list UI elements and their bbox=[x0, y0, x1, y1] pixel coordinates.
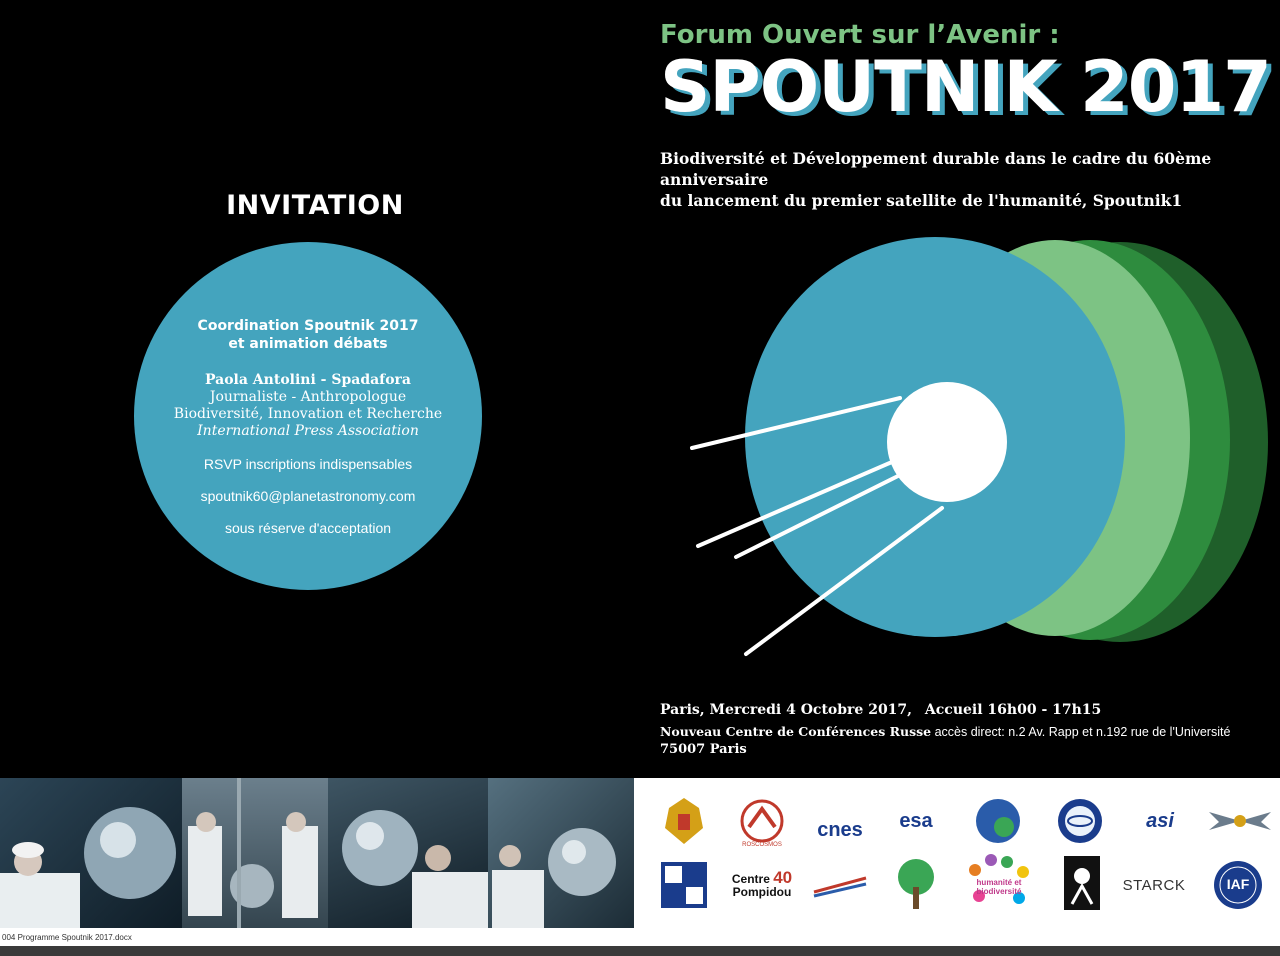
document-filename: 004 Programme Spoutnik 2017.docx bbox=[2, 933, 132, 942]
forum-heading: Forum Ouvert sur l’Avenir : bbox=[660, 20, 1060, 50]
bottom-edge bbox=[0, 946, 1280, 956]
rsvp-text: RSVP inscriptions indispensables bbox=[203, 456, 413, 472]
archive-photo-1 bbox=[0, 778, 182, 928]
sputnik-graphic bbox=[660, 230, 1280, 670]
archive-photo-3 bbox=[328, 778, 488, 928]
acceptance-note: sous réserve d'acceptation bbox=[224, 520, 392, 536]
rsvp-email[interactable]: spoutnik60@planetastronomy.com bbox=[200, 488, 416, 504]
event-venue bbox=[660, 724, 1230, 739]
russia-emblem-logo bbox=[646, 792, 722, 850]
subtitle-line-1: Biodiversité et Développement durable dans le cadre du 60ème anniversaire bbox=[660, 149, 1212, 189]
asi-logo bbox=[1122, 792, 1198, 850]
centre-pompidou-logo bbox=[724, 856, 800, 914]
iaf-logo bbox=[1200, 856, 1276, 914]
organizer-fields: Biodiversité, Innovation et Recherche bbox=[173, 406, 443, 422]
invitation-title: INVITATION bbox=[226, 190, 404, 221]
planetastronomy-logo bbox=[1042, 792, 1118, 850]
starck-logo bbox=[1116, 856, 1192, 914]
pompidou-label-a: Centre bbox=[731, 872, 770, 886]
coordination-line-1: Coordination Spoutnik 2017 bbox=[197, 318, 419, 334]
ssaf-logo bbox=[646, 856, 722, 914]
esa-logo bbox=[878, 792, 954, 850]
humanite-biodiversite-logo bbox=[954, 850, 1044, 920]
cnes-logo bbox=[802, 792, 878, 850]
venue-access: accès direct: n.2 Av. Rapp et n.192 rue de l'Université bbox=[934, 725, 1231, 739]
music-logo bbox=[1044, 854, 1120, 912]
event-date-text: Paris, Mercredi 4 Octobre 2017, bbox=[660, 702, 913, 718]
organizer-organization: International Press Association bbox=[197, 423, 419, 439]
aerospace-logo bbox=[802, 856, 878, 914]
event-subtitle bbox=[660, 148, 1270, 211]
iaf-label: IAF bbox=[1226, 876, 1250, 892]
event-title: SPOUTNIK 2017 bbox=[660, 46, 1271, 128]
cnes-label: cnes bbox=[817, 818, 863, 841]
cospar-logo bbox=[960, 792, 1036, 850]
esa-label: esa bbox=[899, 809, 933, 832]
event-city: 75007 Paris bbox=[660, 742, 747, 757]
event-date bbox=[660, 702, 1101, 718]
wings-logo bbox=[1202, 792, 1278, 850]
starck-label: STARCK bbox=[1122, 876, 1186, 894]
archive-photo-4 bbox=[488, 778, 634, 928]
sputnik-sphere bbox=[887, 382, 1007, 502]
subtitle-line-2: du lancement du premier satellite de l'humanité, Spoutnik1 bbox=[660, 191, 1183, 210]
pompidou-label-c: Pompidou bbox=[732, 885, 792, 899]
organizer-role: Journaliste - Anthropologue bbox=[209, 389, 407, 405]
partner-logos bbox=[634, 778, 1280, 928]
invitation-circle bbox=[134, 242, 482, 590]
roscosmos-label: ROSCOSMOS bbox=[742, 842, 782, 848]
humanite-label: humanité et biodiversité bbox=[976, 878, 1022, 896]
coordination-line-2: et animation débats bbox=[228, 336, 388, 352]
organizer-name: Paola Antolini - Spadafora bbox=[204, 372, 411, 388]
tree-logo bbox=[878, 856, 954, 914]
archive-photo-strip bbox=[0, 778, 634, 928]
venue-name: Nouveau Centre de Conférences Russe bbox=[660, 724, 932, 739]
roscosmos-logo bbox=[724, 792, 800, 850]
archive-photo-2 bbox=[182, 778, 328, 928]
asi-label: asi bbox=[1146, 809, 1174, 832]
pompidou-label-b: 40 bbox=[773, 868, 793, 887]
footer-bar bbox=[0, 928, 1280, 946]
event-reception: Accueil 16h00 - 17h15 bbox=[924, 702, 1102, 718]
